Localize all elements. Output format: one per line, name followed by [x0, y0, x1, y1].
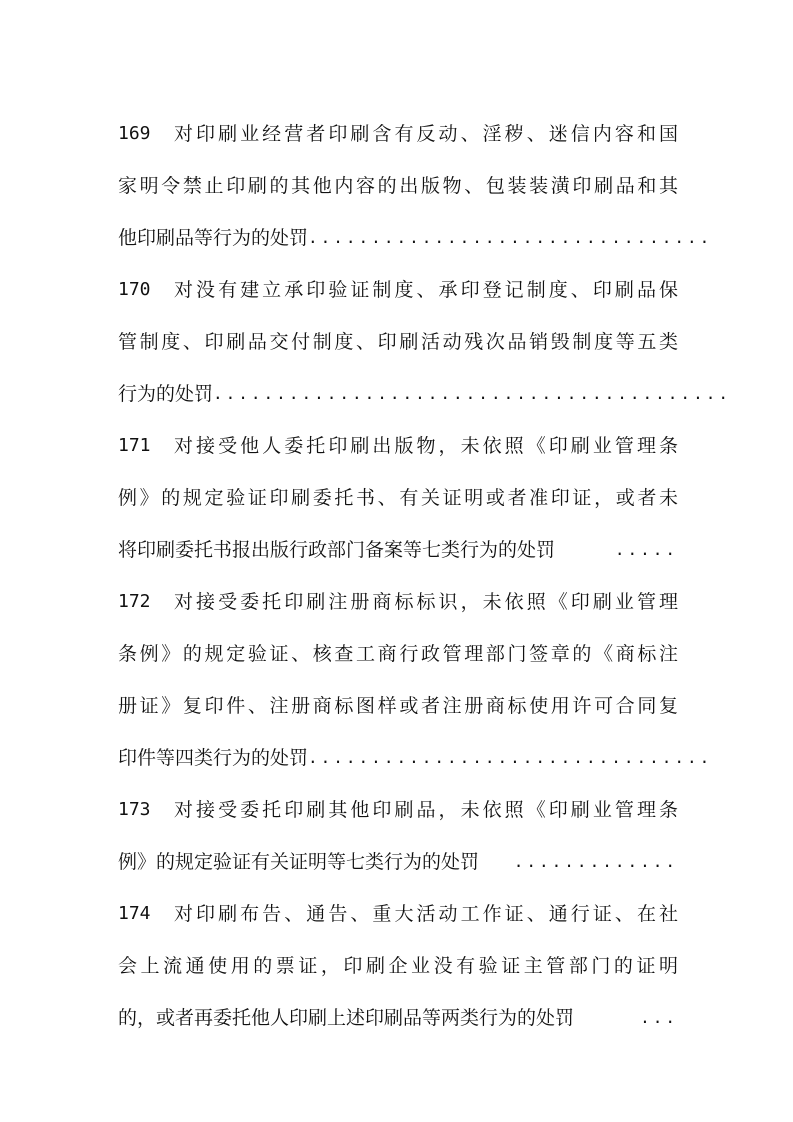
dot-leader: ..... [614, 540, 678, 559]
entry-text: 会上流通使用的票证，印刷企业没有验证主管部门的证明 [118, 955, 678, 977]
entry-number: 172 [118, 591, 151, 612]
toc-entry-173-line-2[interactable] [118, 836, 678, 888]
toc-entry-172-line-4[interactable] [118, 732, 713, 784]
toc-list [118, 108, 731, 1044]
toc-entry-170-line-2 [118, 316, 678, 368]
toc-entry-174-line-1 [118, 888, 678, 940]
entry-text: 家明令禁止印刷的其他内容的出版物、包装装潢印刷品和其 [118, 175, 678, 197]
entry-number: 171 [118, 435, 151, 456]
toc-entry-169-line-1 [118, 108, 678, 160]
entry-text: 册证》复印件、注册商标图样或者注册商标使用许可合同复 [118, 695, 678, 717]
dot-leader: ......................................... [213, 384, 731, 403]
toc-entry-173-line-1 [118, 784, 678, 836]
dot-leader: ................................ [308, 228, 713, 247]
entry-text: 例》的规定验证有关证明等七类行为的处罚 [118, 851, 480, 873]
toc-entry-172-line-2 [118, 628, 678, 680]
entry-text: 他印刷品等行为的处罚 [118, 227, 309, 249]
toc-entry-170-line-1 [118, 264, 678, 316]
toc-entry-174-line-2 [118, 940, 678, 992]
toc-entry-172-line-3 [118, 680, 678, 732]
entry-text: 例》的规定验证印刷委托书、有关证明或者准印证，或者未 [118, 487, 678, 509]
entry-number: 169 [118, 123, 151, 144]
toc-entry-171-line-2 [118, 472, 678, 524]
entry-text: 管制度、印刷品交付制度、印刷活动残次品销毁制度等五类 [118, 331, 678, 353]
dot-leader: ............. [513, 852, 678, 871]
dot-leader: ... [640, 1008, 678, 1027]
toc-entry-169-line-3[interactable] [118, 212, 713, 264]
toc-entry-174-line-3[interactable] [118, 992, 678, 1044]
entry-text: 对接受委托印刷其他印刷品，未依照《印刷业管理条 [174, 799, 678, 821]
entry-text: 对印刷业经营者印刷含有反动、淫秽、迷信内容和国 [174, 123, 678, 145]
entry-text: 将印刷委托书报出版行政部门备案等七类行为的处罚 [118, 539, 556, 561]
entry-number: 174 [118, 903, 151, 924]
entry-number: 173 [118, 799, 151, 820]
entry-text: 的，或者再委托他人印刷上述印刷品等两类行为的处罚 [118, 1007, 575, 1029]
toc-entry-171-line-3[interactable] [118, 524, 678, 576]
toc-entry-169-line-2 [118, 160, 678, 212]
entry-text: 对接受他人委托印刷出版物，未依照《印刷业管理条 [174, 435, 678, 457]
toc-entry-170-line-3[interactable] [118, 368, 731, 420]
entry-text: 条例》的规定验证、核查工商行政管理部门签章的《商标注 [118, 643, 678, 665]
entry-text: 行为的处罚 [118, 383, 214, 405]
entry-text: 印件等四类行为的处罚 [118, 747, 309, 769]
entry-text: 对接受委托印刷注册商标标识，未依照《印刷业管理 [174, 591, 678, 613]
entry-number: 170 [118, 279, 151, 300]
toc-entry-172-line-1 [118, 576, 678, 628]
toc-entry-171-line-1 [118, 420, 678, 472]
dot-leader: ................................ [308, 748, 713, 767]
entry-text: 对印刷布告、通告、重大活动工作证、通行证、在社 [174, 903, 678, 925]
entry-text: 对没有建立承印验证制度、承印登记制度、印刷品保 [174, 279, 678, 301]
